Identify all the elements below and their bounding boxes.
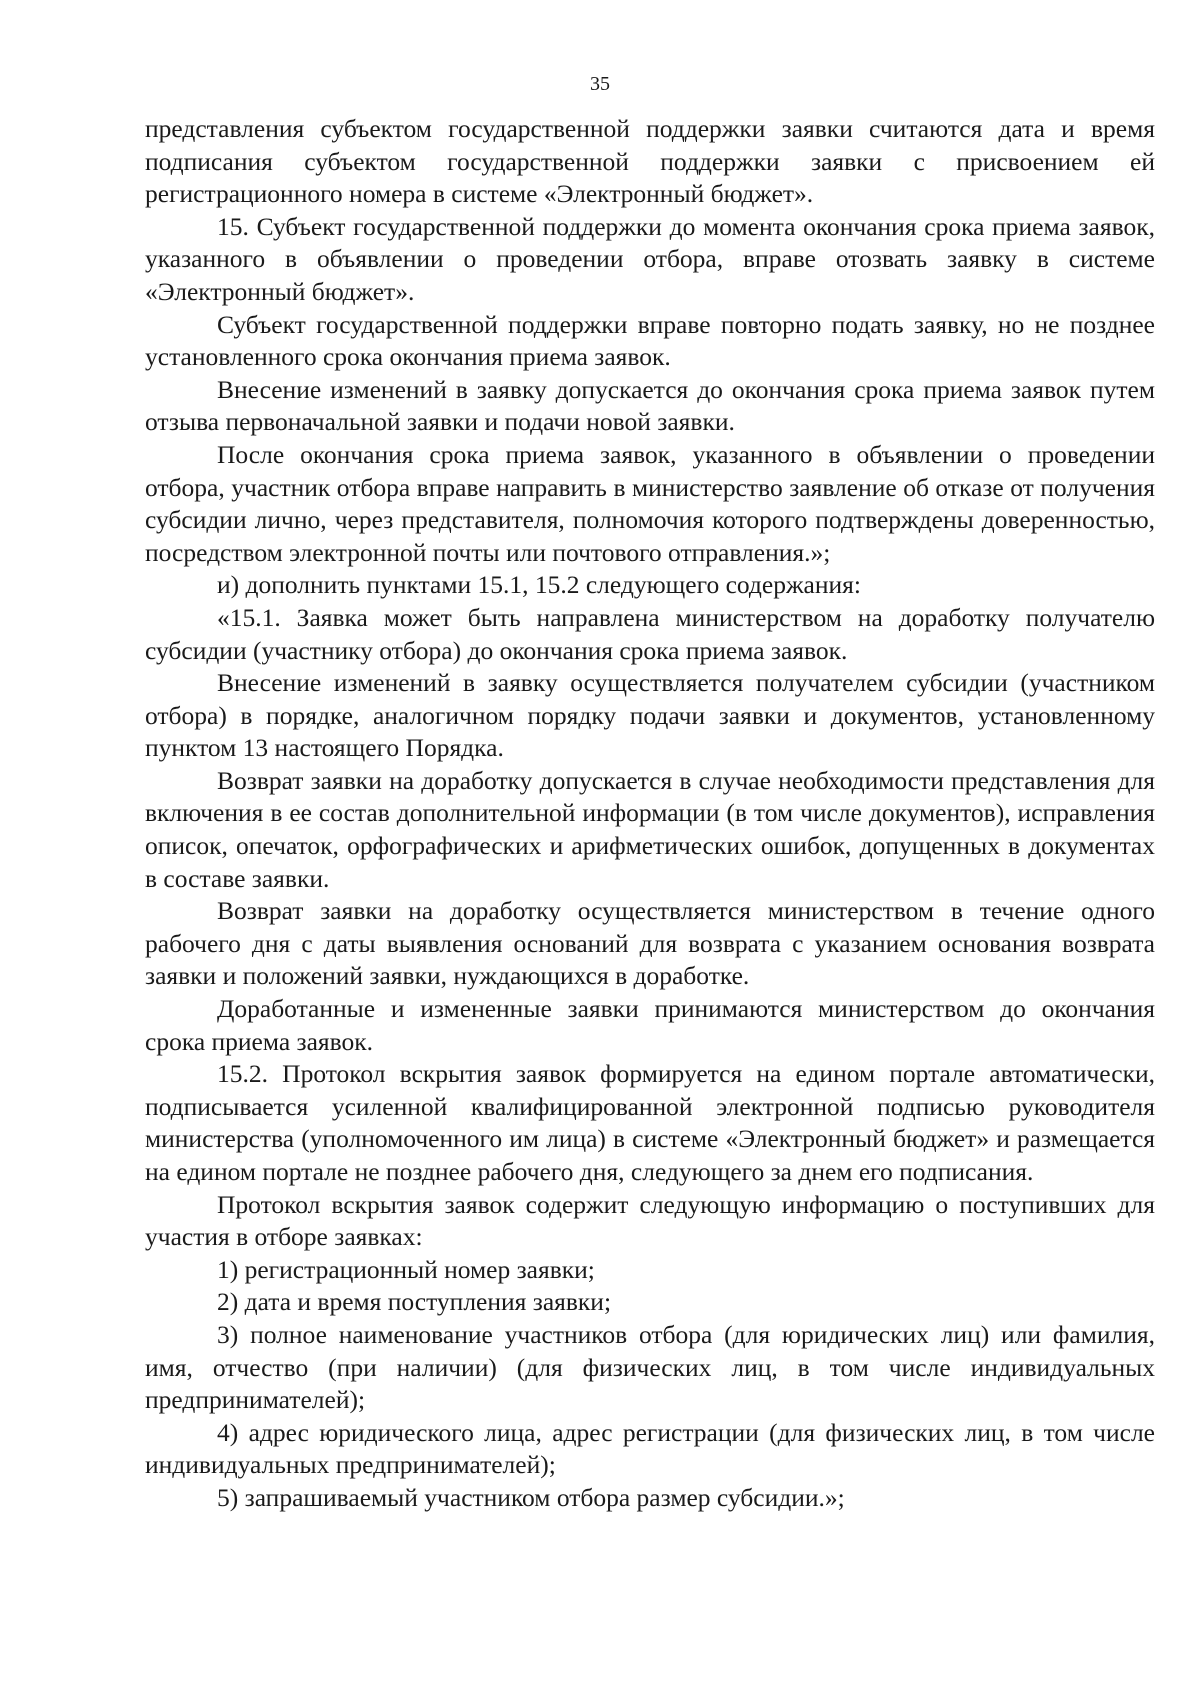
paragraph: представления субъектом государственной поддержки заявки считаются дата и время подписания субъектом государственной поддержки заявки с присвоением ей регистрационного номера в системе «Электронный бюджет». [145,114,1155,209]
list-item: 3) полное наименование участников отбора (для юридических лиц) или фамилия, имя, отчество (при наличии) (для физических лиц, в том числе индивидуальных предпринимателей); [145,1319,1155,1415]
paragraph: Доработанные и измененные заявки принимаются министерством до окончания срока приема заявок. [145,994,1155,1056]
list-item: 5) запрашиваемый участником отбора размер субсидии.»; [217,1482,845,1512]
paragraph: Субъект государственной поддержки вправе повторно подать заявку, но не позднее установленного срока окончания приема заявок. [145,309,1155,372]
paragraph: 15.2. Протокол вскрытия заявок формируется на едином портале автоматически, подписывается усиленной квалифицированной электронной подписью руководителя министерства (уполномоченного им лица) в системе «Электронный бюджет» и размещается на едином портале не позднее рабочего дня, следующего за днем его подписания. [145,1059,1155,1186]
paragraph: 15. Субъект государственной поддержки до момента окончания срока приема заявок, указанного в объявлении о проведении отбора, вправе отозвать заявку в системе «Электронный бюджет». [145,211,1155,306]
page-number: 35 [590,73,610,95]
list-item: 2) дата и время поступления заявки; [217,1287,612,1317]
paragraph: Внесение изменений в заявку осуществляется получателем субсидии (участником отбора) в порядке, аналогичном порядку подачи заявки и документов, установленному пунктом 13 настоящего Порядка. [145,668,1155,763]
paragraph: и) дополнить пунктами 15.1, 15.2 следующего содержания: [217,570,861,600]
paragraph: Внесение изменений в заявку допускается до окончания срока приема заявок путем отзыва первоначальной заявки и подачи новой заявки. [145,374,1155,437]
paragraph: Возврат заявки на доработку допускается в случае необходимости представления для включения в ее состав дополнительной информации (в том числе документов), исправления описок, опечаток, орфографических и арифметических ошибок, допущенных в документах в составе заявки. [145,765,1155,893]
paragraph: После окончания срока приема заявок, указанного в объявлении о проведении отбора, участник отбора вправе направить в министерство заявление об отказе от получения субсидии лично, через представителя, полномочия которого подтверждены доверенностью, посредством электронной почты или почтового отправления.»; [145,439,1155,567]
paragraph: Возврат заявки на доработку осуществляется министерством в течение одного рабочего дня с даты выявления оснований для возврата с указанием основания возврата заявки и положений заявки, нуждающихся в доработке. [145,896,1155,991]
document-body [145,113,1155,1515]
list-item: 4) адрес юридического лица, адрес регистрации (для физических лиц, в том числе индивидуальных предпринимателей); [145,1417,1155,1480]
paragraph: Протокол вскрытия заявок содержит следующую информацию о поступивших для участия в отборе заявках: [145,1189,1155,1252]
list-item: 1) регистрационный номер заявки; [217,1254,595,1284]
paragraph: «15.1. Заявка может быть направлена министерством на доработку получателю субсидии (участнику отбора) до окончания срока приема заявок. [145,602,1155,665]
